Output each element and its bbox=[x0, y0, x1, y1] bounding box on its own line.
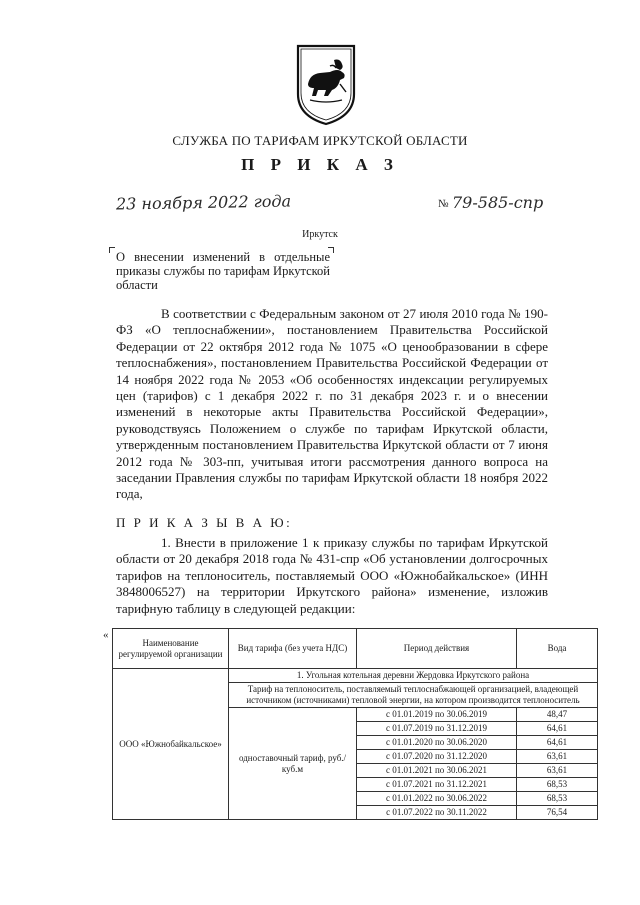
water-value-cell: 48,47 bbox=[517, 708, 598, 722]
subject-bracket-left bbox=[109, 247, 115, 253]
water-value-cell: 76,54 bbox=[517, 806, 598, 820]
period-cell: с 01.01.2021 по 30.06.2021 bbox=[357, 764, 517, 778]
agency-name: СЛУЖБА ПО ТАРИФАМ ИРКУТСКОЙ ОБЛАСТИ bbox=[172, 133, 468, 148]
order-directive-heading: П Р И К А З Ы В А Ю: bbox=[116, 515, 293, 530]
period-cell: с 01.01.2020 по 30.06.2020 bbox=[357, 736, 517, 750]
water-value-cell: 63,61 bbox=[517, 750, 598, 764]
order-number: 79-585-спр bbox=[452, 193, 544, 212]
period-cell: с 01.07.2022 по 30.11.2022 bbox=[357, 806, 517, 820]
header-org: Наименование регулируемой организации bbox=[113, 629, 229, 669]
organization-cell: ООО «Южнобайкальское» bbox=[113, 669, 229, 820]
subsection-title-cell: Тариф на теплоноситель, поставляемый теплоснабжающей организацией, владеющей источником (источниками) тепловой энергии, на котором производится теплоноситель bbox=[229, 683, 598, 708]
document-type-title: П Р И К А З bbox=[241, 155, 399, 174]
item-1-paragraph: 1. Внести в приложение 1 к приказу службы по тарифам Иркутской области от 20 декабря 2018 года № 431-спр «Об установлении долгосрочных тарифов на теплоноситель, поставляемый ООО «Южнобайкальское» (ИНН 3848006527) на территории Иркутского района» изменение, изложив тарифную таблицу в следующей редакции: bbox=[116, 535, 548, 616]
period-cell: с 01.01.2022 по 30.06.2022 bbox=[357, 792, 517, 806]
water-value-cell: 64,61 bbox=[517, 736, 598, 750]
section-title-cell: 1. Угольная котельная деревни Жердовка Иркутского района bbox=[229, 669, 598, 683]
order-number-label: № bbox=[438, 198, 449, 210]
table-open-quote: « bbox=[103, 629, 109, 641]
header-water: Вода bbox=[517, 629, 598, 669]
water-value-cell: 68,53 bbox=[517, 792, 598, 806]
table-row bbox=[113, 669, 598, 683]
header-period: Период действия bbox=[357, 629, 517, 669]
tariff-kind-cell: одноставочный тариф, руб./куб.м bbox=[229, 708, 357, 820]
period-cell: с 01.01.2019 по 30.06.2019 bbox=[357, 708, 517, 722]
period-cell: с 01.07.2021 по 31.12.2021 bbox=[357, 778, 517, 792]
water-value-cell: 68,53 bbox=[517, 778, 598, 792]
order-date: 23 ноября 2022 года bbox=[115, 191, 292, 214]
irkutsk-coat-of-arms-icon bbox=[294, 44, 358, 126]
tariff-table bbox=[112, 628, 598, 820]
period-cell: с 01.07.2020 по 31.12.2020 bbox=[357, 750, 517, 764]
water-value-cell: 64,61 bbox=[517, 722, 598, 736]
period-cell: с 01.07.2019 по 31.12.2019 bbox=[357, 722, 517, 736]
header-tariff-type: Вид тарифа (без учета НДС) bbox=[229, 629, 357, 669]
table-header-row bbox=[113, 629, 598, 669]
city: Иркутск bbox=[302, 229, 338, 240]
preamble-paragraph: В соответствии с Федеральным законом от 27 июля 2010 года № 190-ФЗ «О теплоснабжении», постановлением Правительства Российской Федерации от 22 октября 2012 года № 1075 «О ценообразовании в сфере теплоснабжения», постановлением Правительства Российской Федерации от 14 ноября 2022 года № 2053 «Об особенностях индексации регулируемых цен (тарифов) с 1 декабря 2022 г. по 31 декабря 2023 г. и о внесении изменений в некоторые акты Правительства Российской Федерации», руководствуясь Положением о службе по тарифам Иркутской области, утвержденным постановлением Правительства Иркутской области от 7 июня 2012 года № 303-пп, учитывая итоги рассмотрения данного вопроса на заседании Правления службы по тарифам Иркутской области 18 ноября 2022 года, bbox=[116, 306, 548, 502]
water-value-cell: 63,61 bbox=[517, 764, 598, 778]
order-subject: О внесении изменений в отдельные приказы службы по тарифам Иркутской области bbox=[116, 250, 330, 292]
